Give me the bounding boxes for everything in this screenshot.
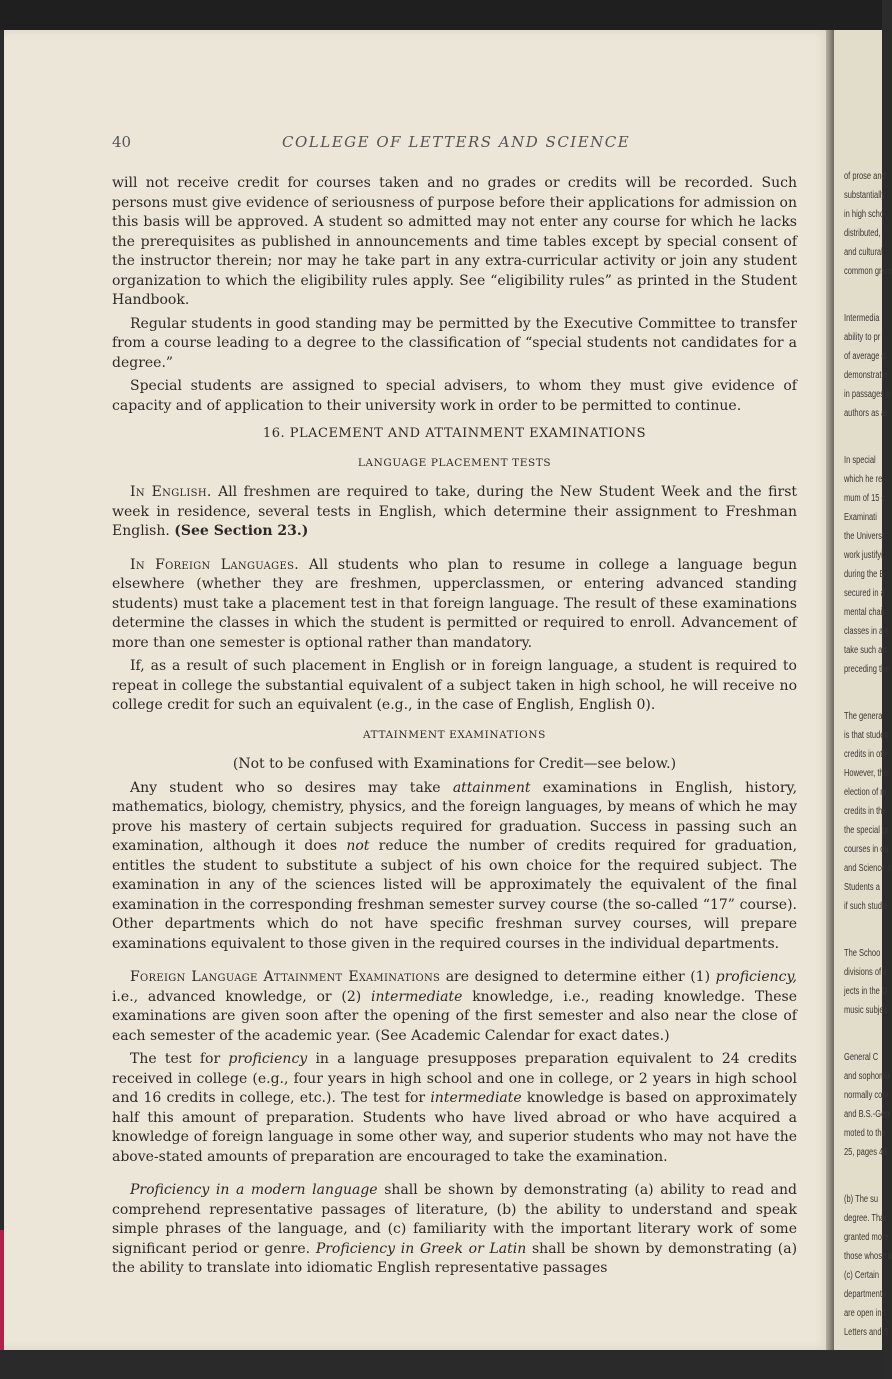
paragraph-english-placement — [112, 483, 797, 542]
scan-background-bottom — [0, 1350, 882, 1379]
adjacent-page-fragment: authors as ar — [844, 408, 888, 419]
proficiency-test-text-end: knowledge is based on approximately half this amount of preparation. Students who have lived abroad or who have acquired a knowledge of foreign language in some other way, and superior students who may not have the above-stated amounts of preparation are encouraged to take the examination. — [112, 1090, 798, 1165]
section-title: 16. PLACEMENT AND ATTAINMENT EXAMINATIONS — [262, 426, 647, 441]
adjacent-page-fragment: music subjec — [844, 1005, 888, 1016]
adjacent-page-fragment: General C — [844, 1052, 879, 1063]
adjacent-page-fragment: credits in the — [844, 806, 887, 817]
adjacent-page-fragment: The Schoo — [844, 948, 881, 959]
adjacent-page-fragment: work justifyi — [844, 550, 883, 561]
adjacent-page-fragment: divisions of it — [844, 967, 887, 978]
adjacent-page-fragment: Examinati — [844, 512, 877, 523]
adjacent-page-fragment: take such an — [844, 645, 887, 656]
adjacent-page-fragment: 25, pages 46 — [844, 1147, 888, 1158]
adjacent-page-edge — [834, 30, 892, 1350]
paragraph-proficiency-definition — [112, 1181, 797, 1279]
adjacent-page-fragment: substantially — [844, 190, 886, 201]
emphasis-proficiency-2: proficiency — [228, 1051, 308, 1067]
adjacent-page-fragment: and Science s — [844, 863, 892, 874]
adjacent-page-fragment: during the E — [844, 569, 885, 580]
page-header — [112, 133, 802, 153]
adjacent-page-fragment: secured in a — [844, 588, 885, 599]
emphasis-modern-language: Proficiency in a modern language — [130, 1182, 378, 1198]
run-in-heading-foreign-attainment: Foreign Language Attainment Examinations — [130, 969, 441, 985]
running-head: COLLEGE OF LETTERS AND SCIENCE — [282, 133, 631, 151]
adjacent-page-fragment: distributed, — [844, 228, 881, 239]
adjacent-page-fragment: normally com — [844, 1090, 889, 1101]
adjacent-page-fragment: departments — [844, 1289, 886, 1300]
english-placement-reference: (See Section 23.) — [174, 523, 309, 539]
adjacent-page-fragment: credits in oth — [844, 749, 887, 760]
run-in-heading-foreign-languages: In Foreign Languages. — [130, 556, 299, 573]
adjacent-page-fragment: in passages o — [844, 389, 891, 400]
adjacent-page-fragment: those whose n — [844, 1251, 892, 1262]
proficiency-test-text-start: The test for — [130, 1051, 221, 1067]
adjacent-page-fragment: common gram — [844, 266, 892, 277]
attainment-text-end: reduce the number of credits required for graduation, entitles the student to substitute a subject of his own choice for the required subject. The examination in any of the sciences listed will be approximately the equivalent of the final examination in the corresponding freshman semester survey course (the so-called “17” course). Other departments which do not have specific freshman survey courses, will prepare examinations equivalent to those given in the required courses in the individual departments. — [112, 838, 798, 952]
paragraph-proficiency-test — [112, 1050, 797, 1167]
emphasis-proficiency: proficiency, — [715, 969, 797, 985]
paragraph-foreign-placement — [112, 556, 797, 654]
adjacent-page-fragment: In special — [844, 455, 876, 466]
adjacent-page-fragment: degree. Thar — [844, 1213, 887, 1224]
emphasis-intermediate-2: intermediate — [430, 1090, 522, 1106]
paragraph-special-students-continued: will not receive credit for courses taken and no grades or credits will be recorded. Such persons must give evidence of seriousness of purpose before their applications for admission on this basis will be approved. A student so admitted may not enter any course for which he lacks the prerequisites as published in announcements and time tables except by special consent of the instructor therein; nor may he take part in any extra-curricular activity or join any student organization to which the eligibility rules apply. See “eligibility rules” as printed in the Student Handbook. — [112, 175, 797, 308]
page-body — [112, 174, 797, 1283]
adjacent-page-fragment: ability to pr — [844, 332, 881, 343]
scan-background-top — [0, 0, 882, 30]
adjacent-page-fragment: granted more — [844, 1232, 889, 1243]
emphasis-greek-latin: Proficiency in Greek or Latin — [315, 1240, 527, 1257]
foreign-placement-text: All students who plan to resume in college a language begun elsewhere (whether they are freshmen, upperclassmen, or entering advanced standing students) must take a placement test in that foreign language. The result of these examinations determine the classes in which the student is permitted or required to enroll. Advancement of more than one semester is optional rather than mandatory. — [112, 556, 797, 651]
adjacent-page-fragment: jects in the D — [844, 986, 888, 997]
attainment-emphasis: attainment — [452, 779, 531, 796]
adjacent-page-fragment: Letters and S — [844, 1327, 889, 1338]
adjacent-page-fragment: and sophomo — [844, 1071, 890, 1082]
attainment-note: (Not to be confused with Examinations for Credit—see below.) — [232, 756, 677, 772]
adjacent-page-fragment: demonstratin — [844, 370, 888, 381]
attainment-text-middle: examinations in English, history, mathematics, biology, chemistry, physics, and the foreign languages, by means of which he may prove his mastery of certain subjects required for graduation. Success in passing such an examination, although it does — [112, 779, 798, 854]
adjacent-page-fragment: mum of 15 c — [844, 493, 886, 504]
adjacent-page-fragment: preceding the — [844, 664, 890, 675]
adjacent-page-fragment: if such studie — [844, 901, 888, 912]
adjacent-page-fragment: (c) Certain — [844, 1270, 880, 1281]
paragraph-foreign-attainment — [112, 968, 797, 1046]
adjacent-page-fragment: are open in t — [844, 1308, 886, 1319]
adjacent-page-fragment: is that studen — [844, 730, 889, 741]
paragraph-attainment — [112, 779, 797, 955]
emphasis-intermediate: intermediate — [371, 988, 463, 1005]
proficiency-definition-text-end: shall be shown by demonstrating (a) the ability to translate into idiomatic English representative passages — [112, 1240, 798, 1276]
attainment-emphasis-not: not — [346, 838, 370, 854]
paragraph-special-advisers: Special students are assigned to special advisers, to whom they must give evidence of capacity and of application to their university work in order to be permitted to continue. — [112, 378, 797, 414]
adjacent-page-fragment: moted to the — [844, 1128, 886, 1139]
page-number: 40 — [112, 133, 132, 151]
adjacent-page-fragment: The genera — [844, 711, 883, 722]
foreign-attainment-text-1: are designed to determine either (1) — [445, 969, 711, 985]
run-in-heading-english: In English. — [130, 484, 212, 500]
adjacent-page-fragment: and B.S.-Gen — [844, 1109, 890, 1120]
adjacent-page-fragment: the Universit — [844, 531, 886, 542]
paragraph-regular-students: Regular students in good standing may be permitted by the Executive Committee to transfer from a course leading to a degree to the classification of “special students not candidates for a degree.” — [112, 315, 797, 371]
foreign-attainment-text-2: i.e., advanced knowledge, or (2) — [112, 988, 362, 1005]
adjacent-page-fragment: classes in a s — [844, 626, 890, 637]
adjacent-page-fragment: mental chair — [844, 607, 885, 618]
adjacent-page-fragment: Students a — [844, 882, 880, 893]
adjacent-page-fragment: (b) The su — [844, 1194, 879, 1205]
adjacent-page-fragment: the special pr — [844, 825, 889, 836]
adjacent-page-fragment: However, this — [844, 768, 890, 779]
proficiency-test-text-middle: in a language presupposes preparation equivalent to 24 credits received in college (e.g., four years in high school and one in college, or 2 years in high school and 16 credits in college, etc.). The test for — [112, 1051, 797, 1106]
adjacent-page-fragment: and cultural — [844, 247, 883, 258]
adjacent-page-fragment: Intermedia — [844, 313, 880, 324]
adjacent-page-fragment: election of m — [844, 787, 887, 798]
adjacent-page-fragment: courses in ou — [844, 844, 889, 855]
subsection-title-language-placement: LANGUAGE PLACEMENT TESTS — [357, 456, 552, 469]
attainment-text-start: Any student who so desires may take — [130, 779, 441, 796]
adjacent-page-fragment: which he re — [844, 474, 883, 485]
adjacent-page-fragment: of prose and — [844, 171, 886, 182]
proficiency-definition-text: shall be shown by demonstrating (a) ability to read and comprehend representative passages of literature, (b) the ability to understand and speak simple phrases of the language, and (c) familiarity with the important literary work of some significant period or genre. — [112, 1182, 798, 1257]
paragraph-repeat-credit: If, as a result of such placement in English or in foreign language, a student is required to repeat in college the substantial equivalent of a subject taken in high school, he will receive no college credit for such an equivalent (e.g., in the case of English, English 0). — [112, 658, 797, 713]
page-gutter — [826, 30, 834, 1350]
subsection-title-attainment: ATTAINMENT EXAMINATIONS — [363, 728, 546, 741]
adjacent-page-fragment: of average d — [844, 351, 886, 362]
foreign-attainment-text-3: knowledge, i.e., reading knowledge. These examinations are given soon after the opening of the first semester and also near the close of each semester of the academic year. (See Academic Calendar for exact dates.) — [112, 988, 798, 1044]
english-placement-text: All freshmen are required to take, during the New Student Week and the first week in residence, several tests in English, which determine their assignment to Freshman English. — [112, 484, 798, 539]
adjacent-page-fragment: in high scho — [844, 209, 885, 220]
